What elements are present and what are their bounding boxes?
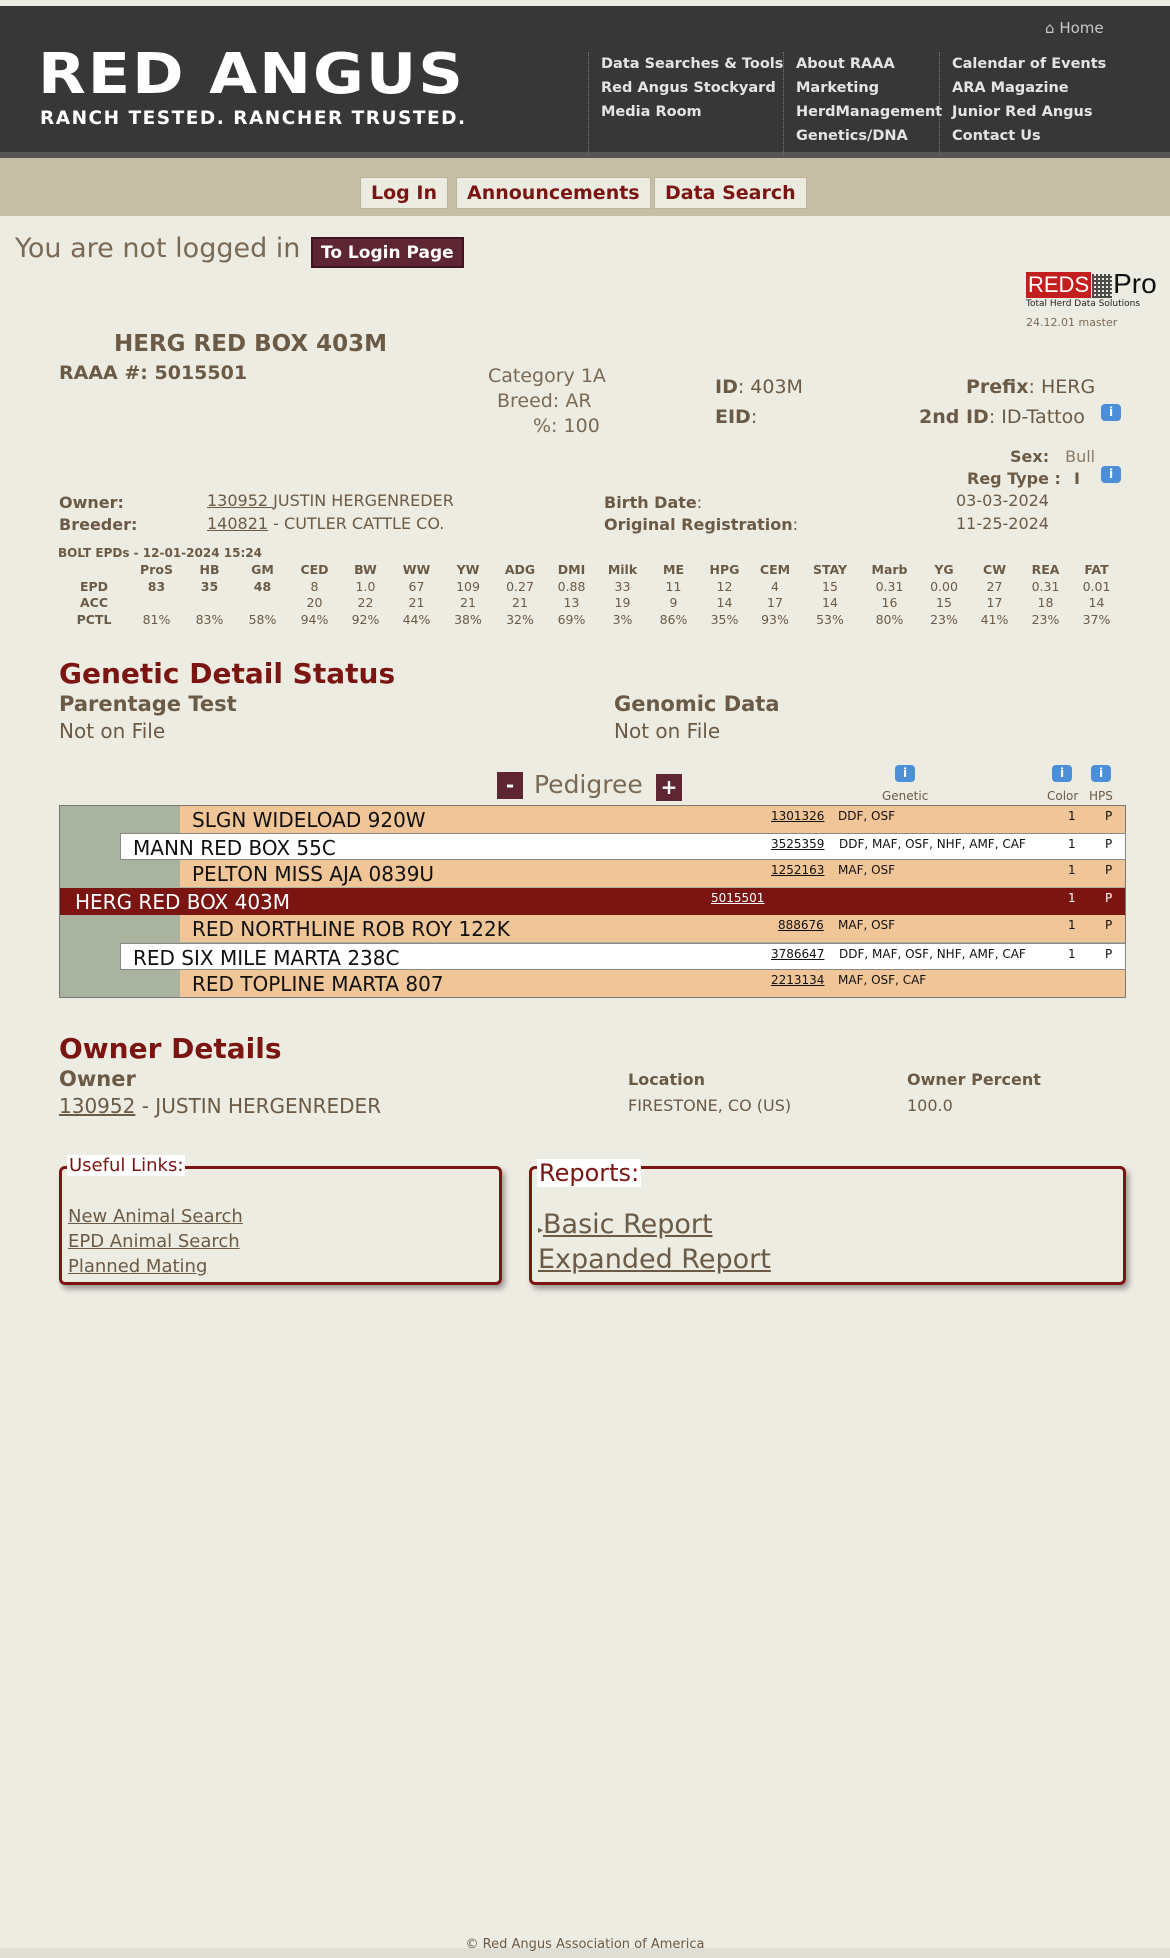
pedigree-reg-link[interactable]: 888676 (778, 918, 824, 932)
reg-type (967, 469, 1080, 488)
pedigree-reg-link[interactable]: 5015501 (711, 891, 765, 905)
epd-table (58, 546, 1122, 628)
pedigree-reg-link[interactable]: 1301326 (771, 809, 825, 823)
breeder-label (59, 515, 137, 534)
breed-label: Breed: (497, 390, 560, 412)
pedigree-genetic-props: MAF, OSF (838, 863, 896, 877)
breed (497, 390, 592, 412)
location-value: FIRESTONE, CO (US) (628, 1096, 792, 1115)
pedigree-reg-link[interactable]: 3525359 (771, 837, 825, 851)
logo-tagline: RANCH TESTED. RANCHER TRUSTED. (40, 108, 467, 129)
category: Category 1A (488, 365, 606, 387)
reg-type-value: I (1074, 469, 1080, 488)
home-icon: ⌂ (1045, 19, 1055, 37)
nav-genetics[interactable]: Genetics/DNA (796, 128, 908, 144)
epd-value-cell: 92% (351, 611, 380, 627)
nav-junior[interactable]: Junior Red Angus (952, 104, 1093, 120)
epd-value-cell: 8 (310, 578, 319, 594)
useful-links-title: Useful Links: (69, 1155, 184, 1176)
epd-value-cell: 27 (986, 578, 1003, 594)
epd-value-cell: 11 (665, 578, 682, 594)
epd-value-cell: 20 (306, 595, 323, 611)
raaa-value: 5015501 (154, 362, 248, 384)
breeder-name: - CUTLER CATTLE CO. (268, 514, 445, 533)
genomic-data-title: Genomic Data (614, 692, 780, 716)
epd-value-cell: 94% (300, 611, 329, 627)
epd-value-cell: 38% (454, 611, 482, 627)
orig-reg-label-text: Original Registration (604, 515, 793, 534)
pedigree-genetic-props: DDF, MAF, OSF, NHF, AMF, CAF (839, 837, 1026, 851)
reds-tagline: Total Herd Data Solutions (1026, 299, 1141, 309)
pedigree-hps: P (1105, 809, 1113, 823)
epd-value-cell: 67 (408, 578, 425, 594)
epd-value-cell (236, 595, 289, 612)
epd-value-cell: 14 (822, 595, 838, 611)
nav-media-room[interactable]: Media Room (601, 104, 702, 120)
epd-value-cell: 109 (456, 578, 480, 594)
epd-header-cell: FAT (1084, 562, 1109, 577)
epd-header-cell: Milk (607, 562, 638, 577)
epd-value-cell: 44% (402, 611, 431, 627)
pedigree-hps: P (1105, 837, 1113, 851)
owner-details-owner (59, 1094, 381, 1118)
epd-value-cell: 37% (1082, 611, 1111, 627)
birth-date: 03-03-2024 (956, 491, 1049, 510)
owner-info (207, 491, 454, 510)
pedigree-row-subject[interactable] (60, 888, 1125, 915)
nav-stockyard[interactable]: Red Angus Stockyard (601, 80, 776, 96)
pedigree-color: 1 (1068, 863, 1076, 877)
second-id-value: : ID-Tattoo (988, 406, 1085, 428)
genetic-info-icon[interactable]: i (895, 765, 915, 782)
owner-label (59, 493, 124, 512)
epd-header-cell: HB (199, 562, 220, 577)
epd-header-cell: REA (1031, 562, 1060, 577)
epd-value-cell: 15 (936, 595, 952, 611)
epd-value-cell: 12 (716, 578, 733, 594)
pedigree-expand-button[interactable]: + (656, 774, 682, 801)
pedigree-animal-name: PELTON MISS AJA 0839U (192, 862, 435, 886)
epd-value-cell: 48 (253, 578, 272, 594)
home-label: Home (1059, 19, 1104, 37)
epd-header-cell: DMI (557, 562, 586, 577)
owner-percent-value: 100.0 (907, 1096, 953, 1115)
pedigree-tree (59, 805, 1126, 998)
epd-header-cell: CEM (759, 562, 791, 577)
planned-mating-link[interactable]: Planned Mating (68, 1256, 208, 1277)
pedigree-title: Pedigree (534, 770, 643, 799)
nav-herd-management[interactable]: HerdManagement (796, 104, 943, 120)
epd-row (58, 578, 1122, 595)
epd-row-label: ACC (79, 595, 109, 611)
breeder-label-text: Breeder: (59, 515, 138, 534)
epd-value-cell: 19 (614, 595, 631, 611)
animal-name-title: HERG RED BOX 403M (114, 331, 387, 357)
percent (533, 415, 600, 437)
epd-value-cell (130, 595, 183, 612)
pedigree-color: 1 (1068, 947, 1076, 961)
epd-value-cell: 86% (659, 611, 688, 627)
id-label: ID (715, 376, 738, 398)
epd-header-cell: GM (251, 562, 274, 577)
animal-id (715, 376, 803, 398)
pedigree-hps: P (1105, 863, 1113, 877)
epd-value-cell: 58% (248, 611, 277, 627)
epd-value-cell: 33 (614, 578, 631, 594)
reports-title: Reports: (539, 1159, 640, 1187)
epd-value-cell: 32% (506, 611, 534, 627)
nav-data-searches[interactable]: Data Searches & Tools (601, 56, 784, 72)
epd-value-cell: 80% (875, 611, 904, 627)
reg-type-info-icon[interactable]: i (1101, 466, 1121, 483)
reports-box (529, 1159, 1126, 1285)
red-angus-logo[interactable] (38, 40, 465, 107)
basic-report-link[interactable]: Basic Report (543, 1209, 713, 1240)
epd-header-cell: STAY (812, 562, 848, 577)
pedigree-row-dam[interactable] (120, 943, 1126, 970)
pedigree-collapse-button[interactable]: - (497, 772, 523, 799)
epd-value-cell: 22 (357, 595, 374, 611)
reds-grid-icon (1092, 274, 1112, 298)
epd-value-cell: 69% (557, 611, 586, 627)
epd-value-cell: 14 (1088, 595, 1105, 611)
pedigree-color: 1 (1068, 918, 1076, 932)
pedigree-row-sire-dam[interactable] (180, 860, 1125, 887)
raaa-label: RAAA #: (59, 362, 148, 384)
pedigree-animal-name: HERG RED BOX 403M (75, 890, 291, 914)
epd-value-cell: 23% (930, 611, 958, 627)
raaa-number (59, 362, 247, 384)
owner-details-title: Owner Details (59, 1032, 282, 1065)
genetic-column-label: Genetic (882, 789, 929, 803)
nav-contact[interactable]: Contact Us (952, 128, 1041, 144)
epd-value-cell: 18 (1037, 595, 1054, 611)
owner-details-number-link[interactable]: 130952 (59, 1094, 136, 1118)
birth-date-label: Birth Date: (604, 493, 703, 512)
epd-row (58, 611, 1122, 628)
owner-percent-label: Owner Percent (907, 1070, 1041, 1089)
prefix-value: : HERG (1028, 376, 1096, 398)
hps-column-label: HPS (1089, 789, 1113, 803)
genomic-data-value: Not on File (614, 719, 721, 743)
pedigree-animal-name: MANN RED BOX 55C (133, 836, 336, 860)
epd-row-label: EPD (79, 578, 109, 594)
reds-version: 24.12.01 master (1026, 316, 1118, 329)
birth-label-text: Birth Date (604, 493, 697, 512)
epd-value-cell: 21 (408, 595, 425, 611)
epd-value-cell: 81% (142, 611, 171, 627)
pedigree-row-sire[interactable] (120, 833, 1126, 860)
pedigree-color: 1 (1068, 837, 1076, 851)
genetic-detail-title: Genetic Detail Status (59, 657, 396, 690)
epd-value-cell (183, 595, 236, 612)
owner-details-owner-label: Owner (59, 1067, 136, 1091)
epd-value-cell: 15 (822, 578, 838, 594)
data-search-menu-button[interactable]: Data Search (654, 177, 807, 209)
parentage-test-value: Not on File (59, 719, 166, 743)
nav-column-1 (588, 52, 783, 156)
nav-calendar[interactable]: Calendar of Events (952, 56, 1107, 72)
nav-column-3 (939, 52, 1106, 156)
epd-header-cell: CED (300, 562, 329, 577)
epd-value-cell: 53% (816, 611, 844, 627)
epd-value-cell: 9 (669, 595, 678, 611)
pedigree-color: 1 (1068, 809, 1076, 823)
to-login-page-button[interactable]: To Login Page (311, 237, 464, 268)
epd-value-cell: 0.88 (557, 578, 586, 594)
pedigree-animal-name: RED SIX MILE MARTA 238C (133, 946, 400, 970)
reg-type-label: Reg Type : (967, 469, 1061, 488)
epd-value-cell: 0.01 (1082, 578, 1111, 594)
epd-value-cell: 16 (881, 595, 898, 611)
epd-header-blank (58, 561, 130, 578)
epd-value-cell: 13 (563, 595, 580, 611)
reds-pro-logo (1026, 270, 1157, 329)
prefix (966, 376, 1095, 398)
epd-value-cell: 21 (460, 595, 476, 611)
epd-header-cell: WW (402, 562, 431, 577)
pedigree-row-dam-dam[interactable] (180, 970, 1125, 997)
epd-header-cell: YG (934, 562, 954, 577)
epd-value-cell: 35% (710, 611, 739, 627)
second-id (919, 406, 1085, 428)
parentage-test-title: Parentage Test (59, 692, 237, 716)
footer-copyright: © Red Angus Association of America (465, 1937, 705, 1952)
expanded-report-link[interactable]: Expanded Report (538, 1244, 771, 1275)
owner-name: JUSTIN HERGENREDER (273, 491, 454, 510)
second-id-info-icon[interactable]: i (1101, 404, 1121, 421)
pedigree-hps: P (1105, 918, 1113, 932)
useful-links-box (59, 1155, 502, 1285)
eid-label: EID (715, 406, 751, 428)
epd-value-cell: 83% (195, 611, 224, 627)
logo-text: RED ANGUS (38, 40, 465, 107)
eid-value: : (750, 406, 758, 428)
pedigree-row-dam-sire[interactable] (180, 915, 1125, 942)
epd-value-cell: 3% (612, 611, 633, 627)
login-status-text: You are not logged in (15, 233, 301, 264)
reds-logo-red: REDS (1028, 272, 1090, 297)
pedigree-genetic-props: DDF, MAF, OSF, NHF, AMF, CAF (839, 947, 1026, 961)
epd-title: BOLT EPDs - 12-01-2024 15:24 (58, 546, 262, 560)
login-menu-button[interactable]: Log In (360, 177, 448, 209)
pedigree-animal-name: RED NORTHLINE ROB ROY 122K (192, 917, 510, 941)
color-column-label: Color (1047, 789, 1079, 803)
epd-value-cell: 35 (200, 578, 219, 594)
epd-value-cell: 17 (986, 595, 1003, 611)
epd-header-cell: Marb (871, 562, 908, 577)
percent-label: %: (533, 415, 558, 437)
epd-value-cell: 21 (512, 595, 528, 611)
orig-reg-label: Original Registration: (604, 515, 799, 534)
sex-value: Bull (1065, 447, 1096, 466)
epd-value-cell: 83 (147, 578, 166, 594)
nav-about[interactable]: About RAAA (796, 56, 895, 72)
animal-eid (715, 406, 757, 428)
epd-header-cell: BW (354, 562, 377, 577)
epd-value-cell: 14 (716, 595, 733, 611)
pedigree-color: 1 (1068, 891, 1076, 905)
epd-value-cell: 4 (771, 578, 779, 594)
prefix-label: Prefix (966, 376, 1029, 398)
location-label: Location (628, 1070, 705, 1089)
epd-header-cell: YW (456, 562, 480, 577)
pedigree-genetic-props: MAF, OSF, CAF (838, 973, 927, 987)
announcements-menu-button[interactable]: Announcements (456, 177, 651, 209)
epd-header-cell: CW (983, 562, 1006, 577)
breed-value: AR (565, 390, 592, 412)
pedigree-genetic-props: MAF, OSF (838, 918, 896, 932)
pedigree-reg-link[interactable]: 1252163 (771, 863, 825, 877)
epd-grid (58, 561, 1122, 628)
owner-details-name: - JUSTIN HERGENREDER (135, 1094, 382, 1118)
epd-value-cell: 1.0 (355, 578, 376, 594)
percent-value: 100 (563, 415, 600, 437)
home-link[interactable] (1045, 19, 1104, 37)
pedigree-animal-name: RED TOPLINE MARTA 807 (192, 972, 444, 996)
epd-value-cell: 23% (1031, 611, 1060, 627)
pedigree-reg-link[interactable]: 3786647 (771, 947, 825, 961)
pedigree-animal-name: SLGN WIDELOAD 920W (192, 808, 426, 832)
epd-value-cell: 17 (767, 595, 783, 611)
id-value: : 403M (737, 376, 803, 398)
owner-label-text: Owner: (59, 493, 124, 512)
epd-value-cell: 0.31 (875, 578, 904, 594)
epd-value-cell: 41% (980, 611, 1009, 627)
epd-header-cell: ME (663, 562, 684, 577)
epd-value-cell: 0.31 (1031, 578, 1060, 594)
pedigree-reg-link[interactable]: 2213134 (771, 973, 825, 987)
pedigree-genetic-props: DDF, OSF (838, 809, 895, 823)
epd-animal-search-link[interactable]: EPD Animal Search (68, 1231, 240, 1252)
sex (1010, 447, 1095, 466)
pedigree-row-sire-sire[interactable] (180, 806, 1125, 833)
epd-header-cell: ProS (140, 562, 173, 577)
sex-label: Sex: (1010, 447, 1050, 466)
epd-row (58, 595, 1122, 612)
epd-value-cell: 0.00 (930, 578, 958, 594)
reds-logo-pro: Pro (1113, 268, 1157, 299)
nav-magazine[interactable]: ARA Magazine (952, 80, 1069, 96)
color-info-icon[interactable]: i (1052, 765, 1072, 782)
second-id-label: 2nd ID (919, 406, 989, 428)
epd-value-cell: 93% (761, 611, 789, 627)
epd-header-cell: ADG (504, 562, 536, 577)
epd-value-cell: 0.27 (506, 578, 534, 594)
nav-marketing[interactable]: Marketing (796, 80, 880, 96)
bullet-icon: ▸ (538, 1225, 544, 1236)
hps-info-icon[interactable]: i (1091, 765, 1111, 782)
orig-reg-date: 11-25-2024 (956, 514, 1049, 533)
pedigree-hps: P (1105, 947, 1113, 961)
pedigree-hps: P (1105, 891, 1113, 905)
nav-column-2 (783, 52, 942, 156)
new-animal-search-link[interactable]: New Animal Search (68, 1206, 243, 1227)
owner-number-link[interactable]: 130952 (207, 491, 274, 510)
epd-row-label: PCTL (76, 611, 112, 627)
breeder-info (207, 514, 444, 533)
breeder-number-link[interactable]: 140821 (207, 514, 269, 533)
epd-header-cell: HPG (709, 562, 740, 577)
